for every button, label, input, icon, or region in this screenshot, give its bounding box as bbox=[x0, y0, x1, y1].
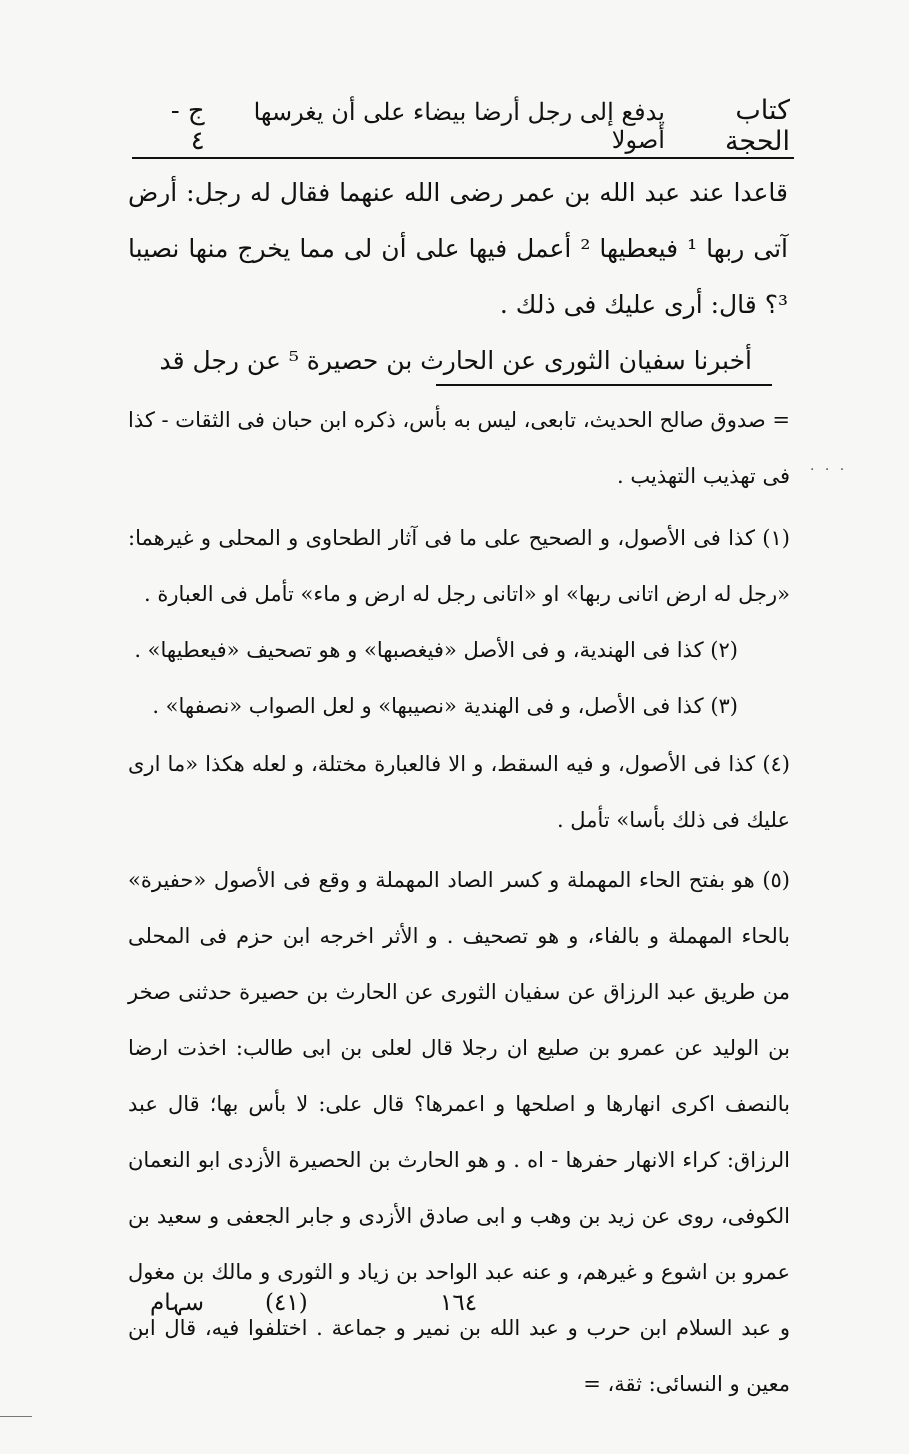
sheet-number: (٤١) bbox=[265, 1290, 308, 1316]
footnote-3: (٣) كذا فى الأصل، و فى الهندية «نصيبها» و لعل الصواب «نصفها» . bbox=[152, 694, 738, 718]
header-rule bbox=[132, 157, 794, 159]
page-footer bbox=[140, 1290, 560, 1326]
running-title: يدفع إلى رجل أرضا بيضاء على أن يغرسها أصولا bbox=[253, 98, 665, 154]
volume-label: ج - ٤ bbox=[170, 96, 205, 156]
page-header bbox=[150, 95, 790, 157]
main-text bbox=[128, 165, 788, 389]
scan-edge-line bbox=[0, 1416, 32, 1417]
body-paragraph: قاعدا عند عبد الله بن عمر رضى الله عنهما فقال له رجل: أرض آتى ربها ¹ فيعطيها ² أعمل فيها على أن لى مما يخرج منها نصيبا ³؟ قال: أرى عليك فى ذلك . bbox=[128, 178, 788, 319]
margin-speckles: · · · bbox=[810, 462, 848, 478]
footnotes bbox=[128, 392, 790, 1412]
footnote-1: (١) كذا فى الأصول، و الصحيح على ما فى آثار الطحاوى و المحلى و غيرهما: «رجل له ارض اتانى ربها» او «اتانى رجل له ارض و ماء» تأمل فى العبارة . bbox=[128, 526, 790, 606]
signature-mark: سہام bbox=[150, 1290, 204, 1316]
body-paragraph: أخبرنا سفيان الثورى عن الحارث بن حصيرة ⁵ عن رجل قد bbox=[159, 346, 752, 375]
footnote-continuation: = صدوق صالح الحديث، تابعى، ليس به بأس، ذكره ابن حبان فى الثقات - كذا فى تهذيب التهذيب . bbox=[128, 408, 790, 488]
page-number: ١٦٤ bbox=[440, 1290, 478, 1316]
book-title: كتاب الحجة bbox=[724, 95, 790, 157]
footnote-4: (٤) كذا فى الأصول، و فيه السقط، و الا فالعبارة مختلة، و لعله هكذا «ما ارى عليك فى ذلك بأسا» تأمل . bbox=[128, 752, 790, 832]
footnote-rule bbox=[436, 384, 772, 386]
footnote-2: (٢) كذا فى الهندية، و فى الأصل «فيغصبها» و هو تصحيف «فيعطيها» . bbox=[134, 638, 738, 662]
footnote-5: (٥) هو بفتح الحاء المهملة و كسر الصاد المهملة و وقع فى الأصول «حفيرة» بالحاء المهملة و بالفاء، و هو تصحيف . و الأثر اخرجه ابن حزم فى المحلى من طريق عبد الرزاق عن سفيان الثورى عن الحارث بن حصيرة حدثنى صخر بن الوليد عن عمرو بن صليع ان رجلا قال لعلى بن ابى طالب: اخذت ارضا بالنصف اكرى انهارها و اصلحها و اعمرها؟ قال على: لا بأس بها؛ قال عبد الرزاق: كراء الانهار حفرها - اه . و هو الحارث بن الحصيرة الأزدى ابو النعمان الكوفى، روى عن زيد بن وهب و ابى صادق الأزدى و جابر الجعفى و سعيد بن عمرو بن اشوع و غيرهم، و عنه عبد الواحد بن زياد و الثورى و مالك بن مغول و عبد السلام ابن حرب و عبد الله بن نمير و جماعة . اختلفوا فيه، قال ابن معين و النسائى: ثقة، = bbox=[128, 868, 790, 1396]
